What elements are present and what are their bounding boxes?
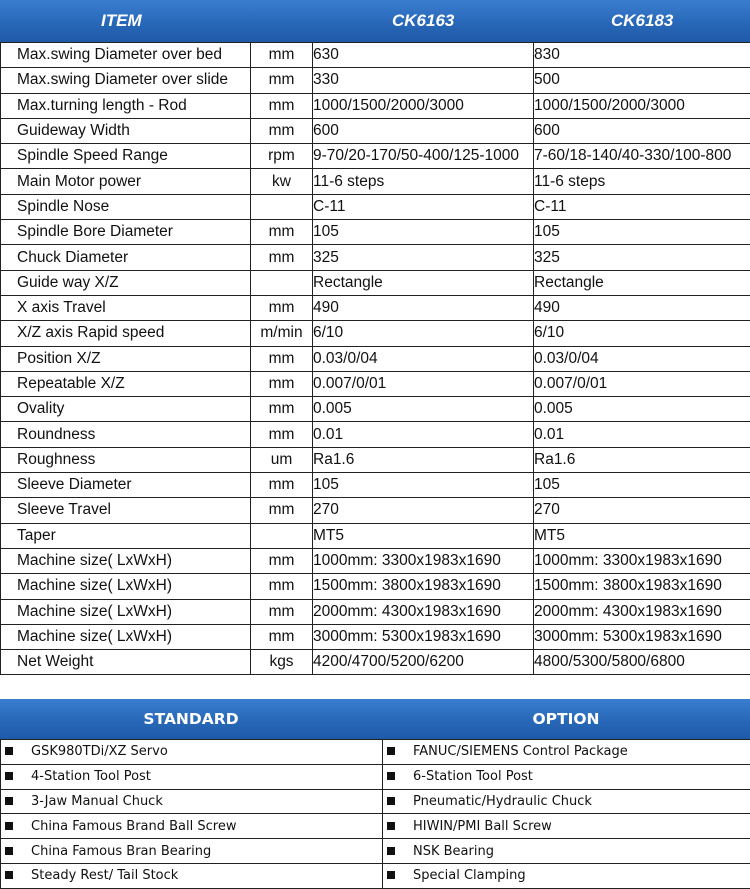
square-bullet-icon xyxy=(387,871,395,879)
standard-item-label: China Famous Brand Ball Screw xyxy=(31,819,236,834)
spec-value-ck6163: 270 xyxy=(313,498,534,523)
standard-item-label: Steady Rest/ Tail Stock xyxy=(31,868,178,883)
option-item-label: HIWIN/PMI Ball Screw xyxy=(413,819,552,834)
spec-value-ck6183: 4800/5300/5800/6800 xyxy=(534,650,750,675)
spec-value-ck6183: C-11 xyxy=(534,194,750,219)
standard-item xyxy=(1,814,383,839)
spec-row xyxy=(1,93,750,118)
spec-row xyxy=(1,447,750,472)
option-item xyxy=(383,789,750,814)
spec-value-ck6183: 0.03/0/04 xyxy=(534,346,750,371)
spec-row xyxy=(1,523,750,548)
header-model-ck6183: CK6183 xyxy=(611,0,673,42)
spec-value-ck6163: 1000/1500/2000/3000 xyxy=(313,93,534,118)
spec-row xyxy=(1,270,750,295)
standard-option-table xyxy=(0,739,750,889)
spec-value-ck6183: 1500mm: 3800x1983x1690 xyxy=(534,574,750,599)
standard-item xyxy=(1,839,383,864)
spec-unit: kw xyxy=(251,169,313,194)
spec-table-header xyxy=(0,0,750,42)
spec-value-ck6183: 0.01 xyxy=(534,422,750,447)
standard-item xyxy=(1,789,383,814)
spec-value-ck6183: MT5 xyxy=(534,523,750,548)
spec-unit: mm xyxy=(251,548,313,573)
spec-name: Chuck Diameter xyxy=(1,245,251,270)
spec-value-ck6163: 600 xyxy=(313,118,534,143)
spec-unit: rpm xyxy=(251,144,313,169)
spec-value-ck6163: C-11 xyxy=(313,194,534,219)
spec-value-ck6183: 105 xyxy=(534,220,750,245)
spec-value-ck6163: 105 xyxy=(313,473,534,498)
spec-row xyxy=(1,295,750,320)
square-bullet-icon xyxy=(5,871,13,879)
spec-unit: mm xyxy=(251,220,313,245)
spec-unit: mm xyxy=(251,93,313,118)
spec-unit: mm xyxy=(251,295,313,320)
spec-value-ck6163: 490 xyxy=(313,295,534,320)
spec-row xyxy=(1,599,750,624)
spec-unit xyxy=(251,194,313,219)
square-bullet-icon xyxy=(5,847,13,855)
spec-name: Spindle Speed Range xyxy=(1,144,251,169)
spec-name: Net Weight xyxy=(1,650,251,675)
spec-name: Ovality xyxy=(1,397,251,422)
spec-name: Position X/Z xyxy=(1,346,251,371)
spec-value-ck6183: 0.007/0/01 xyxy=(534,371,750,396)
spec-unit: mm xyxy=(251,371,313,396)
header-option: OPTION xyxy=(382,699,750,739)
header-model-ck6163: CK6163 xyxy=(392,0,454,42)
spec-value-ck6183: 1000mm: 3300x1983x1690 xyxy=(534,548,750,573)
square-bullet-icon xyxy=(5,747,13,755)
spec-value-ck6163: 11-6 steps xyxy=(313,169,534,194)
spec-value-ck6183: 0.005 xyxy=(534,397,750,422)
spec-unit: mm xyxy=(251,245,313,270)
spec-value-ck6183: 105 xyxy=(534,473,750,498)
spec-row xyxy=(1,498,750,523)
option-item xyxy=(383,839,750,864)
standard-option-row xyxy=(1,814,750,839)
standard-item-label: China Famous Bran Bearing xyxy=(31,844,211,859)
spec-row xyxy=(1,422,750,447)
spec-value-ck6163: 325 xyxy=(313,245,534,270)
spec-row xyxy=(1,245,750,270)
spec-row xyxy=(1,624,750,649)
spec-name: Max.swing Diameter over slide xyxy=(1,68,251,93)
spec-name: Guide way X/Z xyxy=(1,270,251,295)
spec-unit: mm xyxy=(251,422,313,447)
spec-name: Spindle Bore Diameter xyxy=(1,220,251,245)
spec-unit: kgs xyxy=(251,650,313,675)
spec-value-ck6163: 4200/4700/5200/6200 xyxy=(313,650,534,675)
spec-name: Sleeve Travel xyxy=(1,498,251,523)
spec-value-ck6163: 6/10 xyxy=(313,321,534,346)
standard-item xyxy=(1,863,383,888)
spec-unit: mm xyxy=(251,574,313,599)
spec-name: Machine size( LxWxH) xyxy=(1,574,251,599)
spec-value-ck6183: 500 xyxy=(534,68,750,93)
square-bullet-icon xyxy=(5,822,13,830)
standard-option-header xyxy=(0,699,750,739)
spec-name: Spindle Nose xyxy=(1,194,251,219)
spec-value-ck6163: 3000mm: 5300x1983x1690 xyxy=(313,624,534,649)
spec-name: X/Z axis Rapid speed xyxy=(1,321,251,346)
spec-unit: mm xyxy=(251,43,313,68)
spec-value-ck6183: 7-60/18-140/40-330/100-800 xyxy=(534,144,750,169)
spec-unit: mm xyxy=(251,346,313,371)
standard-item-label: GSK980TDi/XZ Servo xyxy=(31,744,168,759)
spec-row xyxy=(1,43,750,68)
spec-value-ck6183: 3000mm: 5300x1983x1690 xyxy=(534,624,750,649)
spec-name: Max.swing Diameter over bed xyxy=(1,43,251,68)
option-item xyxy=(383,814,750,839)
standard-option-row xyxy=(1,863,750,888)
option-item xyxy=(383,740,750,765)
spec-name: Machine size( LxWxH) xyxy=(1,548,251,573)
spec-row xyxy=(1,118,750,143)
spec-value-ck6183: Rectangle xyxy=(534,270,750,295)
spec-name: Guideway Width xyxy=(1,118,251,143)
square-bullet-icon xyxy=(387,847,395,855)
standard-option-row xyxy=(1,789,750,814)
standard-option-row xyxy=(1,839,750,864)
spec-value-ck6183: 1000/1500/2000/3000 xyxy=(534,93,750,118)
spec-row xyxy=(1,68,750,93)
spec-value-ck6183: 600 xyxy=(534,118,750,143)
spec-value-ck6183: 270 xyxy=(534,498,750,523)
spec-value-ck6183: 490 xyxy=(534,295,750,320)
option-item xyxy=(383,764,750,789)
spec-value-ck6183: 830 xyxy=(534,43,750,68)
option-item xyxy=(383,863,750,888)
standard-option-section xyxy=(0,699,750,889)
spec-row xyxy=(1,194,750,219)
spec-value-ck6163: 9-70/20-170/50-400/125-1000 xyxy=(313,144,534,169)
spec-value-ck6163: 0.03/0/04 xyxy=(313,346,534,371)
spec-row xyxy=(1,346,750,371)
square-bullet-icon xyxy=(5,772,13,780)
spec-unit: um xyxy=(251,447,313,472)
spec-name: Max.turning length - Rod xyxy=(1,93,251,118)
spec-name: Main Motor power xyxy=(1,169,251,194)
standard-item xyxy=(1,764,383,789)
standard-option-row xyxy=(1,740,750,765)
standard-item xyxy=(1,740,383,765)
spec-row xyxy=(1,144,750,169)
spec-value-ck6183: 2000mm: 4300x1983x1690 xyxy=(534,599,750,624)
spec-value-ck6163: 0.01 xyxy=(313,422,534,447)
standard-item-label: 3-Jaw Manual Chuck xyxy=(31,794,163,809)
square-bullet-icon xyxy=(387,747,395,755)
spec-name: Repeatable X/Z xyxy=(1,371,251,396)
square-bullet-icon xyxy=(5,797,13,805)
header-standard: STANDARD xyxy=(0,699,382,739)
header-item: ITEM xyxy=(101,0,142,42)
square-bullet-icon xyxy=(387,797,395,805)
spec-value-ck6163: MT5 xyxy=(313,523,534,548)
spec-value-ck6163: 1000mm: 3300x1983x1690 xyxy=(313,548,534,573)
spec-row xyxy=(1,397,750,422)
square-bullet-icon xyxy=(387,772,395,780)
spec-value-ck6163: Ra1.6 xyxy=(313,447,534,472)
spec-row xyxy=(1,574,750,599)
spec-name: Roundness xyxy=(1,422,251,447)
spec-value-ck6163: 105 xyxy=(313,220,534,245)
square-bullet-icon xyxy=(387,822,395,830)
spec-name: Machine size( LxWxH) xyxy=(1,599,251,624)
spec-unit: mm xyxy=(251,599,313,624)
spec-name: Machine size( LxWxH) xyxy=(1,624,251,649)
option-item-label: Special Clamping xyxy=(413,868,526,883)
spec-row xyxy=(1,321,750,346)
option-item-label: 6-Station Tool Post xyxy=(413,769,533,784)
spec-row xyxy=(1,650,750,675)
spec-value-ck6163: 630 xyxy=(313,43,534,68)
spec-value-ck6163: 2000mm: 4300x1983x1690 xyxy=(313,599,534,624)
spec-row xyxy=(1,473,750,498)
spec-unit: m/min xyxy=(251,321,313,346)
spec-row xyxy=(1,220,750,245)
spec-row xyxy=(1,548,750,573)
spec-unit: mm xyxy=(251,498,313,523)
spec-unit xyxy=(251,523,313,548)
spec-value-ck6183: 6/10 xyxy=(534,321,750,346)
spec-value-ck6163: 1500mm: 3800x1983x1690 xyxy=(313,574,534,599)
spec-name: Sleeve Diameter xyxy=(1,473,251,498)
spec-unit: mm xyxy=(251,473,313,498)
spec-row xyxy=(1,169,750,194)
spec-value-ck6183: 325 xyxy=(534,245,750,270)
spec-value-ck6163: Rectangle xyxy=(313,270,534,295)
spec-value-ck6183: 11-6 steps xyxy=(534,169,750,194)
spec-name: Taper xyxy=(1,523,251,548)
standard-item-label: 4-Station Tool Post xyxy=(31,769,151,784)
spec-name: X axis Travel xyxy=(1,295,251,320)
option-item-label: NSK Bearing xyxy=(413,844,494,859)
spec-unit xyxy=(251,270,313,295)
spec-value-ck6163: 330 xyxy=(313,68,534,93)
spec-row xyxy=(1,371,750,396)
spec-table xyxy=(0,42,750,675)
spec-value-ck6163: 0.007/0/01 xyxy=(313,371,534,396)
spec-value-ck6183: Ra1.6 xyxy=(534,447,750,472)
spec-unit: mm xyxy=(251,397,313,422)
spec-name: Roughness xyxy=(1,447,251,472)
spec-unit: mm xyxy=(251,118,313,143)
option-item-label: Pneumatic/Hydraulic Chuck xyxy=(413,794,592,809)
spec-unit: mm xyxy=(251,624,313,649)
spec-unit: mm xyxy=(251,68,313,93)
standard-option-row xyxy=(1,764,750,789)
spec-value-ck6163: 0.005 xyxy=(313,397,534,422)
option-item-label: FANUC/SIEMENS Control Package xyxy=(413,744,628,759)
